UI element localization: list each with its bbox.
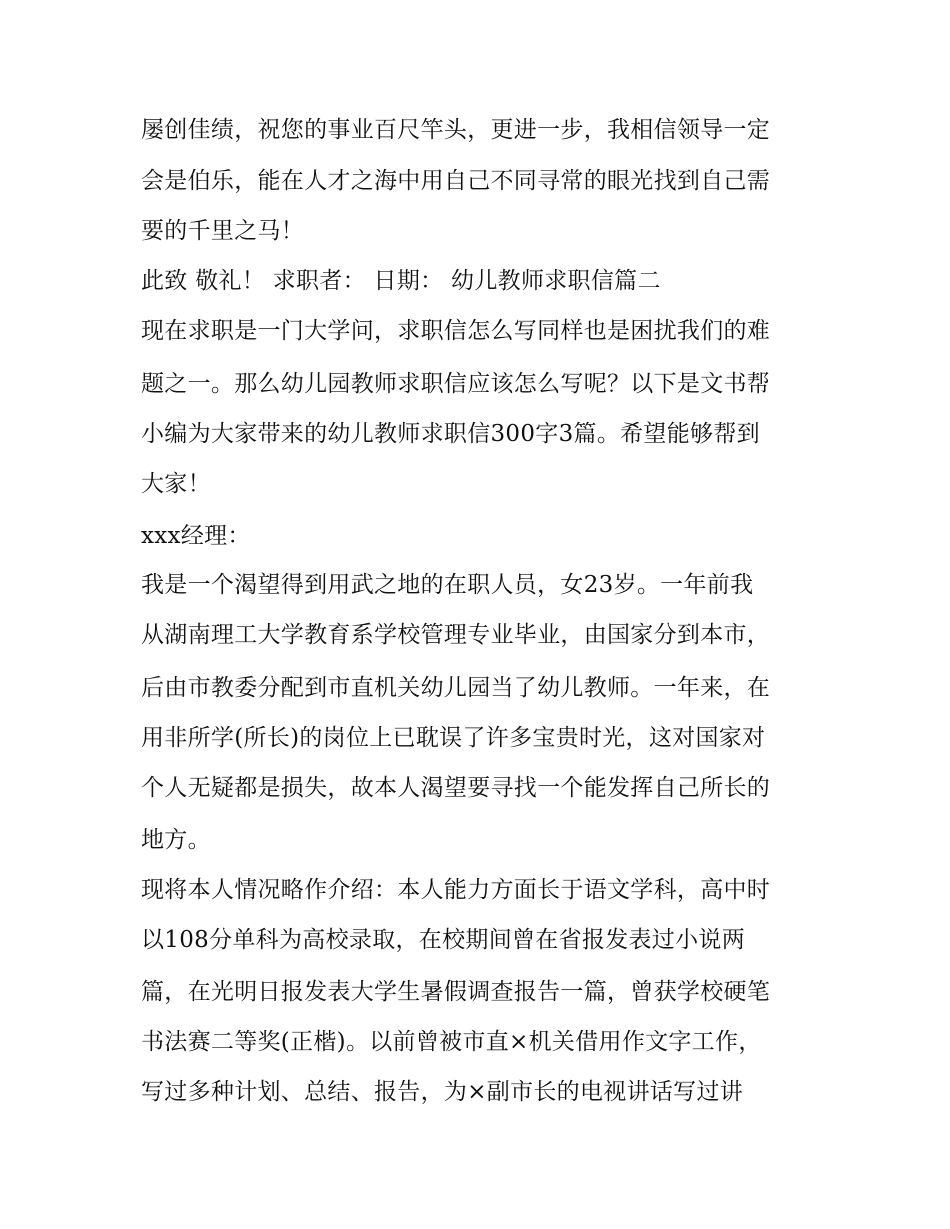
text-line: 书法赛二等奖(正楷)。以前曾被市直×机关借用作文字工作， [141,1029,762,1055]
text-line: 从湖南理工大学教育系学校管理专业毕业，由国家分到本市， [141,622,771,648]
text-line: 屡创佳绩，祝您的事业百尺竿头，更进一步，我相信领导一定 [141,117,771,143]
text-line: 写过多种计划、总结、报告，为×副市长的电视讲话写过讲 [141,1079,744,1105]
text-line: 题之一。那么幼儿园教师求职信应该怎么写呢？以下是文书帮 [141,371,771,397]
text-line: 现将本人情况略作介绍：本人能力方面长于语文学科，高中时 [141,877,771,903]
text-line: 我是一个渴望得到用武之地的在职人员，女23岁。一年前我 [141,572,754,598]
text-line: 大家！ [141,471,211,497]
text-line: 后由市教委分配到市直机关幼儿园当了幼儿教师。一年来，在 [141,675,771,701]
text-line: 地方。 [141,827,211,853]
text-line: xxx经理： [141,523,251,549]
text-line: 小编为大家带来的幼儿教师求职信300字3篇。希望能够帮到 [141,421,760,447]
text-line: 现在求职是一门大学问，求职信怎么写同样也是困扰我们的难 [141,318,771,344]
text-line: 会是伯乐，能在人才之海中用自己不同寻常的眼光找到自己需 [141,168,771,194]
text-line: 篇，在光明日报发表大学生暑假调查报告一篇，曾获学校硬笔 [141,979,771,1005]
text-line: 个人无疑都是损失，故本人渴望要寻找一个能发挥自己所长的 [141,775,771,801]
text-line: 此致 敬礼！ 求职者： 日期： 幼儿教师求职信篇二 [141,268,661,294]
text-line: 用非所学(所长)的岗位上已耽误了许多宝贵时光，这对国家对 [141,725,766,751]
text-line: 要的千里之马！ [141,218,305,244]
text-line: 以108分单科为高校录取，在校期间曾在省报发表过小说两 [141,927,745,953]
